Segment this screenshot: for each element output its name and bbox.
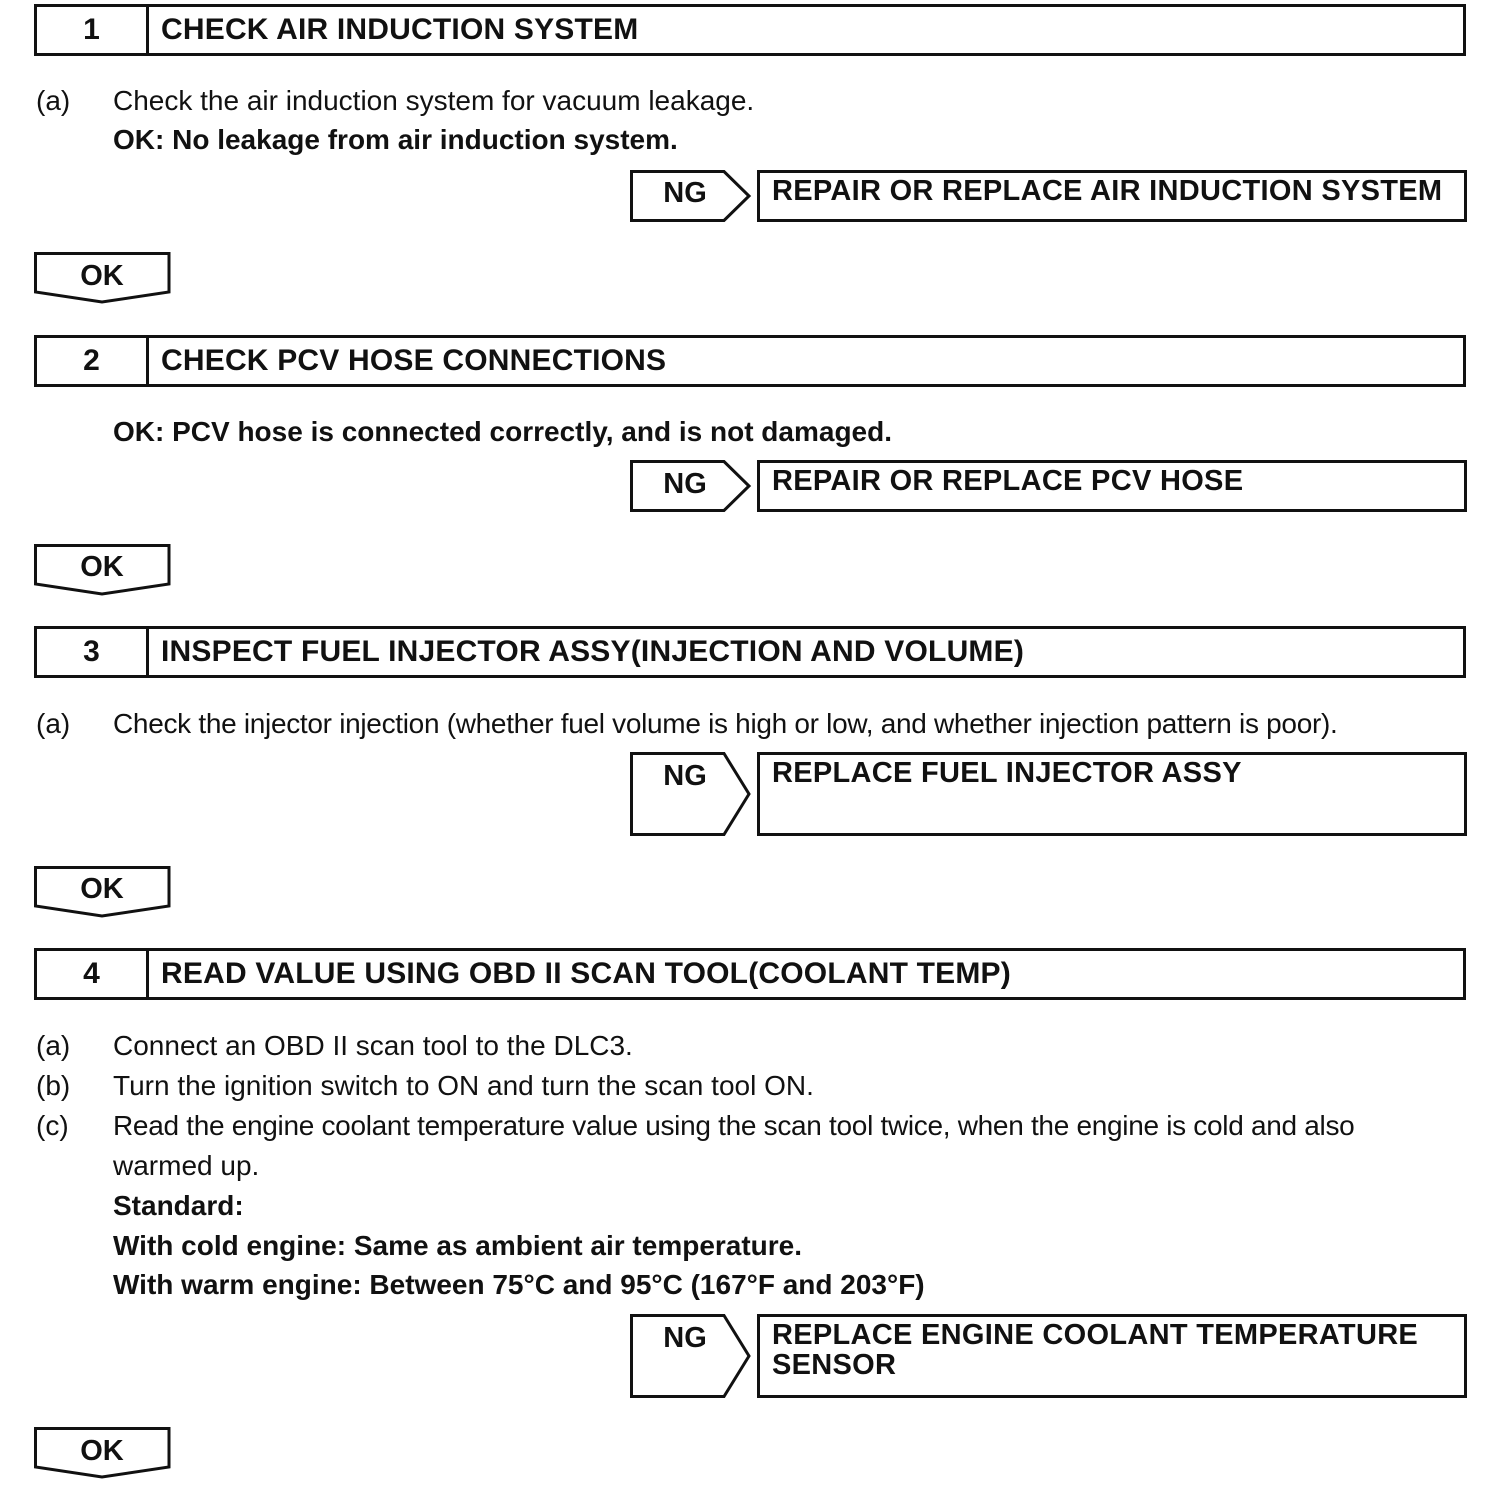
ng-action-text: REPAIR OR REPLACE PCV HOSE bbox=[772, 465, 1244, 497]
step-number: 4 bbox=[37, 951, 149, 997]
item-label: (c) bbox=[36, 1110, 69, 1141]
item-text: Connect an OBD II scan tool to the DLC3. bbox=[113, 1030, 633, 1061]
item-text: Check the injector injection (whether fuel volume is high or low, and whether injection pattern is poor). bbox=[113, 708, 1338, 739]
step-number: 3 bbox=[37, 629, 149, 675]
item-text: Read the engine coolant temperature value using the scan tool twice, when the engine is cold and also bbox=[113, 1110, 1355, 1141]
step-number: 1 bbox=[37, 7, 149, 53]
ok-criteria: With warm engine: Between 75°C and 95°C (167°F and 203°F) bbox=[113, 1269, 925, 1300]
ng-action-box bbox=[757, 752, 1467, 836]
ok-criteria: With cold engine: Same as ambient air temperature. bbox=[113, 1230, 803, 1261]
item-text: Turn the ignition switch to ON and turn the scan tool ON. bbox=[113, 1070, 814, 1101]
ng-action-box bbox=[757, 1314, 1467, 1398]
step-title: CHECK PCV HOSE CONNECTIONS bbox=[161, 344, 667, 377]
ng-action-text: REPLACE ENGINE COOLANT TEMPERATURE bbox=[772, 1319, 1419, 1351]
step-1-header bbox=[34, 4, 1466, 56]
ng-action-box bbox=[757, 460, 1467, 512]
ng-action-text: SENSOR bbox=[772, 1349, 897, 1381]
ng-label: NG bbox=[663, 468, 707, 500]
item-label: (a) bbox=[36, 708, 71, 739]
step-title: CHECK AIR INDUCTION SYSTEM bbox=[161, 13, 639, 46]
ng-label: NG bbox=[663, 177, 707, 209]
step-4-header bbox=[34, 948, 1466, 1000]
ok-label: OK bbox=[80, 873, 124, 905]
step-number: 2 bbox=[37, 338, 149, 384]
ng-label: NG bbox=[663, 760, 707, 792]
ng-action-box bbox=[757, 170, 1467, 222]
ok-criteria: Standard: bbox=[113, 1190, 244, 1221]
item-text: warmed up. bbox=[113, 1150, 260, 1181]
item-text: Check the air induction system for vacuum leakage. bbox=[113, 85, 755, 116]
step-3-header bbox=[34, 626, 1466, 678]
step-title: INSPECT FUEL INJECTOR ASSY(INJECTION AND VOLUME) bbox=[161, 635, 1025, 668]
ok-criteria: OK: PCV hose is connected correctly, and is not damaged. bbox=[113, 416, 892, 447]
ok-label: OK bbox=[80, 551, 124, 583]
ok-label: OK bbox=[80, 1435, 124, 1467]
step-title: READ VALUE USING OBD II SCAN TOOL(COOLANT TEMP) bbox=[161, 957, 1011, 990]
ng-label: NG bbox=[663, 1322, 707, 1354]
item-label: (b) bbox=[36, 1070, 71, 1101]
ng-action-text: REPAIR OR REPLACE AIR INDUCTION SYSTEM bbox=[772, 175, 1443, 207]
ok-criteria: OK: No leakage from air induction system. bbox=[113, 124, 678, 155]
item-label: (a) bbox=[36, 1030, 71, 1061]
item-label: (a) bbox=[36, 85, 71, 116]
step-2-header bbox=[34, 335, 1466, 387]
ok-label: OK bbox=[80, 260, 124, 292]
ng-action-text: REPLACE FUEL INJECTOR ASSY bbox=[772, 757, 1242, 789]
